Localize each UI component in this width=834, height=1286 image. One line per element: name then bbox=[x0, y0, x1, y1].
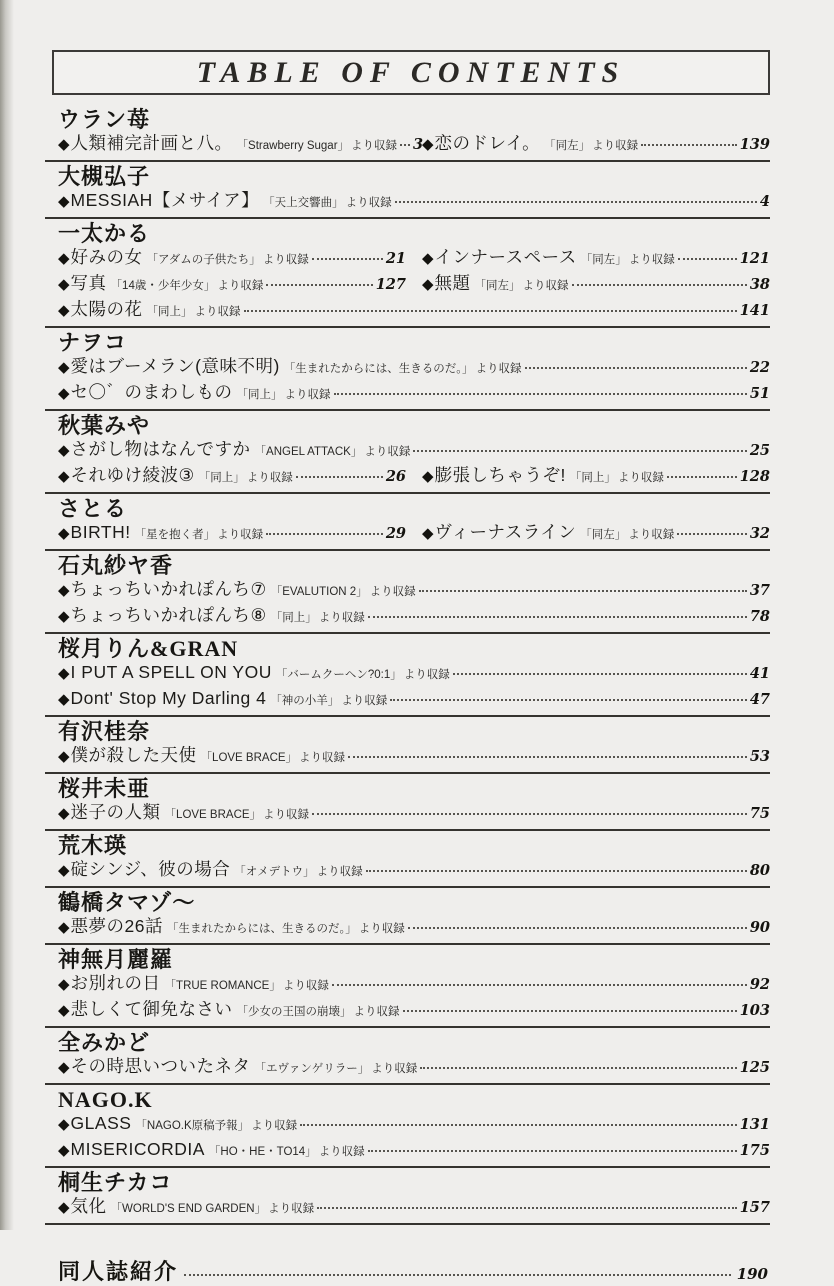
artist-name: 桐生チカコ bbox=[58, 1170, 173, 1195]
section-rows bbox=[45, 801, 770, 827]
dotted-leader bbox=[572, 284, 747, 286]
entry-suffix: より収録 bbox=[628, 529, 675, 541]
entry-suffix: より収録 bbox=[246, 472, 293, 484]
diamond-icon: ◆ bbox=[58, 276, 70, 293]
toc-row bbox=[45, 998, 770, 1024]
section-rows bbox=[45, 355, 770, 407]
diamond-icon: ◆ bbox=[58, 862, 70, 879]
entry-title: 写真 bbox=[70, 273, 107, 293]
doujinshi-intro-row bbox=[58, 1255, 768, 1286]
entry-suffix: より収録 bbox=[475, 363, 522, 375]
diamond-icon: ◆ bbox=[422, 525, 434, 542]
entry-suffix: より収録 bbox=[268, 1203, 315, 1215]
dotted-leader bbox=[395, 201, 757, 203]
page-title: TABLE OF CONTENTS bbox=[196, 55, 626, 89]
footer-page-number: 190 bbox=[736, 1265, 768, 1283]
footer-label: 同人誌紹介 bbox=[58, 1259, 179, 1284]
entry-suffix: より収録 bbox=[318, 1146, 365, 1158]
page-number: 90 bbox=[749, 919, 770, 936]
page-number: 22 bbox=[749, 359, 770, 376]
page-number: 128 bbox=[739, 468, 770, 485]
entry-source: 「ANGEL ATTACK」 bbox=[254, 446, 363, 458]
diamond-icon: ◆ bbox=[58, 1116, 70, 1133]
diamond-icon: ◆ bbox=[58, 976, 70, 993]
dotted-leader bbox=[413, 450, 746, 452]
entry-title: 膨張しちゃうぞ! bbox=[434, 465, 566, 485]
section-rows bbox=[45, 189, 770, 215]
entry-suffix: より収録 bbox=[262, 254, 309, 266]
artist-name: 有沢桂奈 bbox=[58, 719, 151, 744]
dotted-leader bbox=[296, 476, 383, 478]
entry-source: 「生まれたからには、生きるのだ。」 bbox=[283, 363, 474, 375]
entry-suffix: より収録 bbox=[251, 1120, 298, 1132]
toc-entry bbox=[422, 246, 770, 272]
entry-title: 僕が殺した天使 bbox=[70, 745, 197, 765]
section-rows bbox=[45, 858, 770, 884]
section-rows bbox=[45, 1112, 770, 1164]
toc-row bbox=[45, 661, 770, 687]
page-number: 78 bbox=[749, 608, 770, 625]
dotted-leader bbox=[390, 699, 747, 701]
entry-title: 恋のドレイ。 bbox=[434, 133, 541, 153]
diamond-icon: ◆ bbox=[58, 193, 70, 210]
diamond-icon: ◆ bbox=[58, 665, 70, 682]
entry-title: その時思いついたネタ bbox=[70, 1056, 251, 1076]
toc-section bbox=[45, 774, 770, 831]
entry-suffix: より収録 bbox=[592, 140, 639, 152]
toc-entry bbox=[58, 915, 770, 941]
toc-row bbox=[45, 744, 770, 770]
entry-suffix: より収録 bbox=[371, 1063, 418, 1075]
toc-row bbox=[45, 1055, 770, 1081]
toc-row bbox=[45, 604, 770, 630]
toc-section bbox=[45, 411, 770, 494]
page-number: 37 bbox=[749, 582, 770, 599]
toc-entry bbox=[58, 687, 770, 713]
entry-source: 「LOVE BRACE」 bbox=[200, 752, 298, 764]
entry-title: Dont' Stop My Darling 4 bbox=[70, 688, 267, 708]
dotted-leader bbox=[366, 870, 747, 872]
artist-name: 石丸紗ヤ香 bbox=[58, 553, 174, 578]
toc-entry bbox=[58, 189, 770, 215]
dotted-leader bbox=[332, 984, 747, 986]
entry-source: 「WORLD'S END GARDEN」 bbox=[110, 1203, 267, 1215]
toc-entry bbox=[58, 578, 770, 604]
entry-source: 「同上」 bbox=[270, 612, 317, 624]
toc-entry bbox=[58, 1112, 770, 1138]
diamond-icon: ◆ bbox=[422, 250, 434, 267]
diamond-icon: ◆ bbox=[422, 468, 434, 485]
toc-entry bbox=[58, 998, 770, 1024]
dotted-leader bbox=[408, 927, 747, 929]
diamond-icon: ◆ bbox=[58, 919, 70, 936]
dotted-leader bbox=[244, 310, 737, 312]
entry-title: ちょっちいかれぽんち⑧ bbox=[70, 605, 267, 625]
entry-suffix: より収録 bbox=[628, 254, 675, 266]
toc-entry bbox=[58, 521, 406, 547]
section-rows bbox=[45, 744, 770, 770]
page-number: 41 bbox=[749, 665, 770, 682]
entry-title: お別れの日 bbox=[70, 973, 161, 993]
artist-name: 神無月麗羅 bbox=[58, 947, 174, 972]
dotted-leader bbox=[403, 1010, 737, 1012]
entry-title: ちょっちいかれぽんち⑦ bbox=[70, 579, 267, 599]
dotted-leader bbox=[419, 590, 747, 592]
toc-section bbox=[45, 1085, 770, 1168]
page-number: 92 bbox=[749, 976, 770, 993]
entry-suffix: より収録 bbox=[353, 1006, 400, 1018]
entry-source: 「EVALUTION 2」 bbox=[270, 586, 368, 598]
toc-section bbox=[45, 105, 770, 162]
artist-name: 桜井未亜 bbox=[58, 776, 151, 801]
entry-title: 悲しくて御免なさい bbox=[70, 999, 233, 1019]
toc-entry bbox=[422, 521, 770, 547]
entry-source: 「Strawberry Sugar」 bbox=[236, 140, 350, 152]
dotted-leader bbox=[368, 616, 747, 618]
diamond-icon: ◆ bbox=[58, 359, 70, 376]
toc-row bbox=[45, 915, 770, 941]
section-rows bbox=[45, 1195, 770, 1221]
section-rows bbox=[45, 1055, 770, 1081]
section-rows bbox=[45, 915, 770, 941]
artist-name: 一太かる bbox=[58, 221, 151, 246]
dotted-leader bbox=[678, 258, 737, 260]
page-number: 38 bbox=[749, 276, 770, 293]
page-number: 75 bbox=[749, 805, 770, 822]
toc-entry bbox=[422, 464, 770, 490]
section-rows bbox=[45, 972, 770, 1024]
diamond-icon: ◆ bbox=[58, 385, 70, 402]
toc-section bbox=[45, 494, 770, 551]
entry-source: 「エヴァンゲリラー」 bbox=[254, 1063, 370, 1075]
entry-suffix: より収録 bbox=[341, 695, 388, 707]
diamond-icon: ◆ bbox=[58, 1142, 70, 1159]
page-number: 29 bbox=[385, 525, 406, 542]
toc-section bbox=[45, 888, 770, 945]
artist-name: ウラン苺 bbox=[58, 107, 151, 132]
entry-title: 好みの女 bbox=[70, 247, 143, 267]
entry-source: 「同左」 bbox=[580, 254, 627, 266]
entry-title: 気化 bbox=[70, 1196, 107, 1216]
section-rows bbox=[45, 438, 770, 490]
page-number: 47 bbox=[749, 691, 770, 708]
entry-source: 「オメデトウ」 bbox=[234, 866, 315, 878]
entry-title: 太陽の花 bbox=[70, 299, 143, 319]
toc-row bbox=[45, 355, 770, 381]
page-number: 121 bbox=[739, 250, 770, 267]
dotted-leader bbox=[334, 393, 747, 395]
dotted-leader bbox=[420, 1067, 737, 1069]
diamond-icon: ◆ bbox=[58, 608, 70, 625]
toc-row bbox=[45, 272, 770, 298]
toc-section bbox=[45, 945, 770, 1028]
dotted-leader bbox=[184, 1274, 731, 1276]
entry-title: MISERICORDIA bbox=[70, 1139, 205, 1159]
entry-suffix: より収録 bbox=[617, 472, 664, 484]
dotted-leader bbox=[312, 813, 747, 815]
dotted-leader bbox=[525, 367, 747, 369]
entry-title: 人類補完計画と八。 bbox=[70, 133, 233, 153]
entry-title: 愛はブーメラン(意味不明) bbox=[70, 356, 280, 376]
artist-name: 鶴橋タマゾ～ bbox=[58, 890, 196, 915]
toc-row bbox=[45, 521, 770, 547]
artist-name: 秋葉みや bbox=[58, 413, 151, 438]
entry-suffix: より収録 bbox=[194, 306, 241, 318]
entry-source: 「NAGO.K原稿予報」 bbox=[135, 1120, 250, 1132]
toc-section bbox=[45, 634, 770, 717]
toc-row bbox=[45, 132, 770, 158]
toc-row bbox=[45, 464, 770, 490]
page-number: 26 bbox=[385, 468, 406, 485]
dotted-leader bbox=[453, 673, 747, 675]
section-rows bbox=[45, 661, 770, 713]
entry-suffix: より収録 bbox=[369, 586, 416, 598]
dotted-leader bbox=[677, 533, 747, 535]
toc-entry bbox=[58, 604, 770, 630]
diamond-icon: ◆ bbox=[58, 582, 70, 599]
section-rows bbox=[45, 521, 770, 547]
toc-entry bbox=[422, 132, 770, 158]
diamond-icon: ◆ bbox=[58, 691, 70, 708]
toc-row bbox=[45, 298, 770, 324]
page-number: 175 bbox=[739, 1142, 770, 1159]
entry-suffix: より収録 bbox=[345, 197, 392, 209]
toc-row bbox=[45, 578, 770, 604]
toc-entry bbox=[58, 272, 406, 298]
dotted-leader bbox=[368, 1150, 737, 1152]
dotted-leader bbox=[317, 1207, 737, 1209]
entry-title: MESSIAH【メサイア】 bbox=[70, 190, 260, 210]
toc-row bbox=[45, 438, 770, 464]
entry-title: それゆけ綾波③ bbox=[70, 465, 195, 485]
entry-source: 「天上交響曲」 bbox=[263, 197, 344, 209]
diamond-icon: ◆ bbox=[422, 136, 434, 153]
entry-suffix: より収録 bbox=[282, 980, 329, 992]
dotted-leader bbox=[266, 533, 383, 535]
entry-source: 「神の小羊」 bbox=[270, 695, 340, 707]
entry-title: I PUT A SPELL ON YOU bbox=[70, 662, 272, 682]
diamond-icon: ◆ bbox=[58, 805, 70, 822]
entry-title: 迷子の人類 bbox=[70, 802, 161, 822]
toc-entry bbox=[58, 464, 406, 490]
section-rows bbox=[45, 132, 770, 158]
toc-row bbox=[45, 1112, 770, 1138]
toc-row bbox=[45, 1138, 770, 1164]
toc-entry bbox=[58, 132, 424, 158]
toc-entry bbox=[58, 801, 770, 827]
toc-entry bbox=[58, 438, 770, 464]
entry-source: 「同左」 bbox=[474, 280, 521, 292]
toc-section bbox=[45, 1168, 770, 1225]
toc-entry bbox=[58, 355, 770, 381]
page-number: 53 bbox=[749, 748, 770, 765]
entry-suffix: より収録 bbox=[284, 389, 331, 401]
entry-source: 「14歳・少年少女」 bbox=[110, 280, 216, 292]
page-number: 157 bbox=[739, 1199, 770, 1216]
toc-entry bbox=[58, 858, 770, 884]
entry-title: さがし物はなんですか bbox=[70, 439, 251, 459]
entry-suffix: より収録 bbox=[364, 446, 411, 458]
entry-title: インナースペース bbox=[434, 247, 577, 267]
entry-source: 「HO・HE・TO14」 bbox=[208, 1146, 317, 1158]
entry-title: BIRTH! bbox=[70, 522, 131, 542]
section-rows bbox=[45, 578, 770, 630]
entry-source: 「LOVE BRACE」 bbox=[164, 809, 262, 821]
page-number: 139 bbox=[739, 136, 770, 153]
page-number: 141 bbox=[739, 302, 770, 319]
toc-row bbox=[45, 972, 770, 998]
entry-title: 碇シンジ、彼の場合 bbox=[70, 859, 231, 879]
diamond-icon: ◆ bbox=[58, 250, 70, 267]
entry-source: 「アダムの子供たち」 bbox=[146, 254, 261, 266]
dotted-leader bbox=[348, 756, 747, 758]
toc-row bbox=[45, 687, 770, 713]
dotted-leader bbox=[641, 144, 737, 146]
diamond-icon: ◆ bbox=[58, 302, 70, 319]
entry-suffix: より収録 bbox=[299, 752, 346, 764]
dotted-leader bbox=[400, 144, 410, 146]
toc-entry bbox=[58, 1055, 770, 1081]
entry-source: 「生まれたからには、生きるのだ。」 bbox=[167, 923, 357, 935]
entry-suffix: より収録 bbox=[316, 866, 363, 878]
toc-entry bbox=[58, 1138, 770, 1164]
diamond-icon: ◆ bbox=[422, 276, 434, 293]
entry-title: 無題 bbox=[434, 273, 471, 293]
toc-section bbox=[45, 162, 770, 219]
dotted-leader bbox=[266, 284, 372, 286]
diamond-icon: ◆ bbox=[58, 1059, 70, 1076]
entry-suffix: より収録 bbox=[217, 280, 264, 292]
page-number: 4 bbox=[759, 193, 770, 210]
page-number: 131 bbox=[739, 1116, 770, 1133]
entry-source: 「同上」 bbox=[236, 389, 283, 401]
sections bbox=[45, 105, 770, 1225]
entry-suffix: より収録 bbox=[217, 529, 264, 541]
toc-section bbox=[45, 831, 770, 888]
diamond-icon: ◆ bbox=[58, 748, 70, 765]
entry-source: 「同左」 bbox=[544, 140, 591, 152]
entry-title: 悪夢の26話 bbox=[70, 916, 164, 936]
toc-row bbox=[45, 381, 770, 407]
diamond-icon: ◆ bbox=[58, 468, 70, 485]
entry-source: 「少女の王国の崩壊」 bbox=[236, 1006, 352, 1018]
page-number: 3 bbox=[413, 136, 424, 153]
toc-row bbox=[45, 858, 770, 884]
toc-row bbox=[45, 801, 770, 827]
page-number: 80 bbox=[749, 862, 770, 879]
entry-suffix: より収録 bbox=[318, 612, 365, 624]
dotted-leader bbox=[300, 1124, 737, 1126]
toc-entry bbox=[58, 381, 770, 407]
page-number: 103 bbox=[739, 1002, 770, 1019]
entry-suffix: より収録 bbox=[522, 280, 569, 292]
toc-section bbox=[45, 219, 770, 328]
dotted-leader bbox=[312, 258, 383, 260]
entry-title: ヴィーナスライン bbox=[434, 522, 577, 542]
entry-source: 「同上」 bbox=[146, 306, 193, 318]
diamond-icon: ◆ bbox=[58, 525, 70, 542]
entry-source: 「TRUE ROMANCE」 bbox=[164, 980, 281, 992]
page-number: 21 bbox=[385, 250, 406, 267]
page-number: 32 bbox=[749, 525, 770, 542]
section-rows bbox=[45, 246, 770, 324]
diamond-icon: ◆ bbox=[58, 1002, 70, 1019]
toc-entry bbox=[58, 972, 770, 998]
toc-section bbox=[45, 717, 770, 774]
toc-row bbox=[45, 1195, 770, 1221]
toc-section bbox=[45, 328, 770, 411]
entry-suffix: より収録 bbox=[351, 140, 398, 152]
entry-source: 「星を抱く者」 bbox=[134, 529, 216, 541]
toc-section bbox=[45, 1028, 770, 1085]
artist-name: NAGO.K bbox=[58, 1087, 153, 1112]
page-number: 125 bbox=[739, 1059, 770, 1076]
entry-source: 「同上」 bbox=[569, 472, 616, 484]
diamond-icon: ◆ bbox=[58, 442, 70, 459]
toc-entry bbox=[58, 246, 406, 272]
title-box bbox=[52, 50, 770, 95]
toc-row bbox=[45, 246, 770, 272]
toc-entry bbox=[58, 1195, 770, 1221]
artist-name: 荒木瑛 bbox=[58, 833, 128, 858]
page-number: 127 bbox=[375, 276, 406, 293]
entry-source: 「同左」 bbox=[580, 529, 627, 541]
dotted-leader bbox=[667, 476, 737, 478]
artist-name: ナヲコ bbox=[58, 330, 128, 355]
page-number: 51 bbox=[749, 385, 770, 402]
artist-name: 全みかど bbox=[58, 1030, 151, 1055]
artist-name: さとる bbox=[58, 496, 128, 521]
artist-name: 桜月りん&GRAN bbox=[58, 636, 239, 661]
toc-entry bbox=[58, 744, 770, 770]
toc-entry bbox=[58, 661, 770, 687]
diamond-icon: ◆ bbox=[58, 1199, 70, 1216]
entry-source: 「同上」 bbox=[198, 472, 245, 484]
entry-title: GLASS bbox=[70, 1113, 132, 1133]
toc-entry bbox=[58, 298, 770, 324]
diamond-icon: ◆ bbox=[58, 136, 70, 153]
entry-suffix: より収録 bbox=[358, 923, 405, 935]
artist-name: 大槻弘子 bbox=[58, 164, 151, 189]
page-number: 25 bbox=[749, 442, 770, 459]
toc-section bbox=[45, 551, 770, 634]
entry-suffix: より収録 bbox=[263, 809, 310, 821]
toc-entry bbox=[422, 272, 770, 298]
entry-source: 「バームクーヘン?0:1」 bbox=[275, 669, 402, 681]
entry-suffix: より収録 bbox=[403, 669, 450, 681]
entry-title: セ〇゛のまわしもの bbox=[70, 382, 233, 402]
toc-row bbox=[45, 189, 770, 215]
